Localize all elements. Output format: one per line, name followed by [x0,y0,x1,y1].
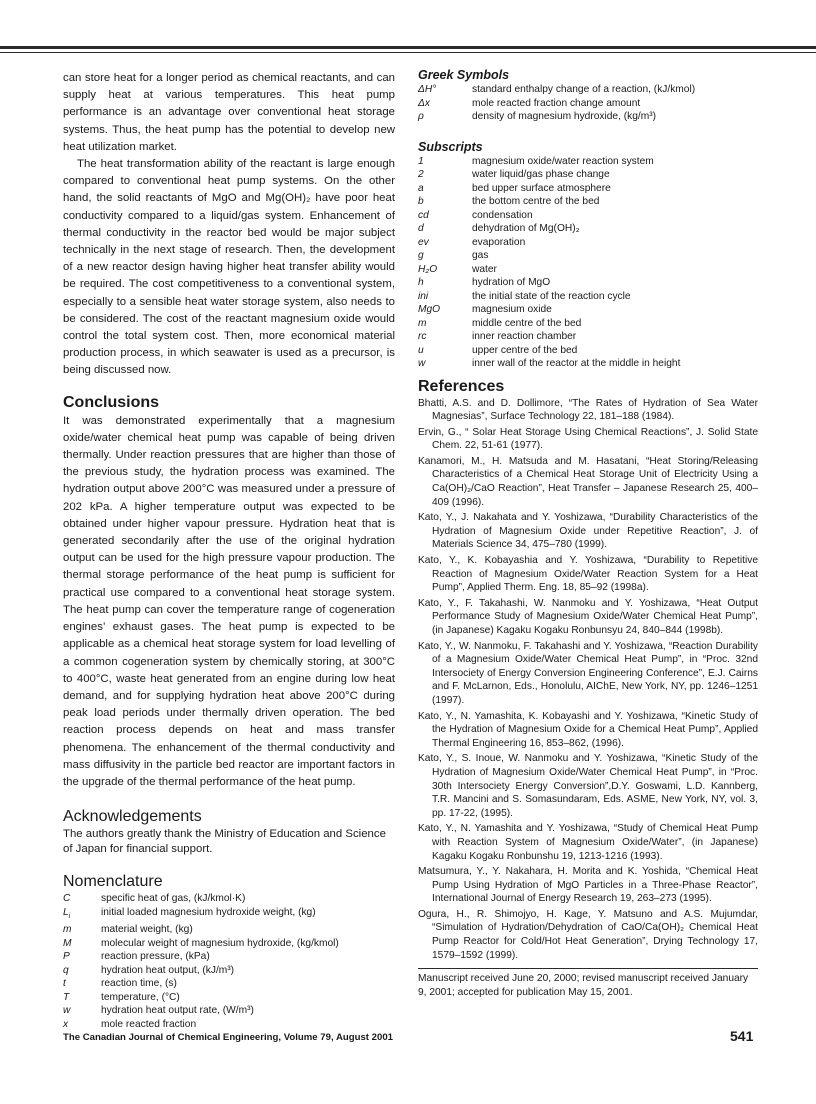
symbol: ρ [418,111,424,122]
symbol: ini [418,290,429,302]
symbol-row [63,1004,395,1018]
body-paragraph-2: The heat transformation ability of the reactant is large enough compared to conventional heat pump systems. On the other hand, the solid reactants of MgO and Mg(OH)₂ have poor heat conductivity compared to a liquid/gas system. Enhancement of thermal conductivity in the reactor bed would be major subject technically in the next stage of research. Then, the development of a new reactor design having higher heat transfer ability would be required. The cost competitiveness to a conventional system, especially to a sensible heat water storage system, also needs to be considered. The cost of the reactant magnesium oxide would control the total system cost. Then, more economical material production process, in which seawater is used as a precursor, is being discussed now. [63,158,395,377]
symbol: g [418,250,424,261]
greek-symbols-table [418,83,758,124]
symbol-row [63,991,395,1005]
symbol-row [418,195,758,209]
symbol: w [418,358,426,369]
journal-footer: The Canadian Journal of Chemical Engineering, Volume 79, August 2001 [63,1032,393,1043]
symbol-description: gas [472,250,489,261]
symbol-row [418,236,758,250]
conclusions-heading: Conclusions [63,393,160,411]
conclusions-text: It was demonstrated experimentally that a magnesium oxide/water chemical heat pump was capable of being driven thermally. Under reaction pressures that are higher than those of the previous study, the hydration process was examined. The hydration output above 200°C was measured under a pressure of 202 kPa. A higher temperature output was expected to be obtained under higher vapour pressure. Hydration heat that is generated secondarily after the use of the original hydration output can be used for the high pressure vapour production. The thermal storage performance of the heat pump is sufficient for practical use compared to a conventional heat storage system. The heat pump can cover the temperature range of cogeneration engines’ exhaust gases. The heat pump is expected to be applicable as a chemical heat storage system for load levelling of a common cogeneration system by chemically storing, at 300°C to 400°C, waste heat generated from an engine during low heat demand, and for supplying hydration heat above 200°C during peak load periods under thermally driven operation. The bed reaction process depends on heat and mass transfer phenomena. The enhancement of the thermal conductivity and mass diffusivity in the particle bed reactor are important factors in the upgrade of the thermal performance of the heat pump. [63,414,395,788]
symbol: w [63,1005,71,1017]
symbol: P [63,951,70,963]
nomenclature-heading: Nomenclature [63,873,163,891]
symbol: Δx [418,97,430,109]
symbol: M [63,937,72,949]
symbol-row [418,290,758,304]
symbol-description: molecular weight of magnesium hydroxide, (kg/kmol) [101,937,339,949]
symbol-row [63,964,395,978]
symbol: $L_i$ [63,906,71,920]
reference-item: Kato, Y., W. Nanmoku, F. Takahashi and Y. Yoshizawa, “Reaction Durability of a Magnesium Oxide/Water Chemical Heat Pump”, in “Proc. 32nd Intersociety of Energy Conversion Engineering Conference”, E.J. Cairns and F. McLarnon, Eds., Honolulu, AIChE, New York, NY, pp. 1246–1251 (1997). [418,640,758,706]
symbol-row [418,303,758,317]
reference-item: Kato, Y., N. Yamashita, K. Kobayashi and Y. Yoshizawa, “Kinetic Study of the Hydration of Magnesium Oxide for a Chemical Heat Pump”, Applied Thermal Engineering 16, 853–862, (1996). [418,710,758,749]
symbol-row [418,110,758,124]
symbol: C [63,893,71,905]
symbol: ev [418,236,429,248]
symbol-description: bed upper surface atmosphere [472,182,611,194]
symbol-description: condensation [472,209,533,221]
symbol-description: standard enthalpy change of a reaction, (kJ/kmol) [472,84,696,95]
reference-item: Ogura, H., R. Shimojyo, H. Kage, Y. Matsuno and A.S. Mujumdar, “Simulation of Hydration/Dehydration of CaO/Ca(OH)₂ Chemical Heat Pump Reactor for Cold/Hot Heat Generation”, Drying Technology 17, 1579–1592 (1999). [418,908,758,961]
subscripts-table [418,155,758,371]
top-rule-thin [0,52,816,53]
symbol: 2 [418,169,424,180]
references-heading: References [418,377,505,395]
symbol-row [418,263,758,277]
symbol-description: mole reacted fraction change amount [472,97,641,109]
symbol-description: inner wall of the reactor at the middle in height [472,358,681,369]
symbol-row [63,906,395,924]
symbol: cd [418,209,429,221]
symbol: rc [418,331,427,342]
reference-item: Kato, Y., F. Takahashi, W. Nanmoku and Y. Yoshizawa, “Heat Output Performance Study of Magnesium Oxide/Water Chemical Heat Pump”, (in Japanese) Kagaku Kogaku Ronbunsyu 24, 840–844 (1998b). [418,597,758,636]
symbol-description: reaction time, (s) [101,978,177,990]
symbol-description: middle centre of the bed [472,317,582,329]
page-number: 541 [730,1028,754,1044]
symbol-description: specific heat of gas, (kJ/kmol·K) [101,893,246,905]
symbol-row [418,83,758,97]
symbol-row [63,977,395,991]
symbol: ΔH° [418,84,437,95]
symbol-row [418,222,758,236]
symbol: H₂O [418,263,438,275]
symbol-description: magnesium oxide [472,304,552,315]
symbol: a [418,182,424,194]
symbol-description: hydration heat output, (kJ/m³) [101,964,235,976]
symbol: t [63,978,66,990]
top-rule [0,46,816,49]
symbol: d [418,223,424,234]
symbol-description: hydration of MgO [472,277,551,288]
symbol-row [63,1018,395,1032]
subscripts-heading: Subscripts [418,139,483,154]
symbol-description: temperature, (°C) [101,991,180,1003]
references-list [418,397,758,963]
symbol-row [418,209,758,223]
reference-item: Kato, Y., N. Yamashita and Y. Yoshizawa, “Study of Chemical Heat Pump with Reaction System of Magnesium Oxide/Water”, (in Japanese) Kagaku Kogaku Ronbunshu 19, 1213-1216 (1993). [418,823,758,862]
symbol-row [63,937,395,951]
acknowledgements-heading: Acknowledgements [63,808,202,826]
symbol-row [418,182,758,196]
reference-item: Kato, Y., S. Inoue, W. Nanmoku and Y. Yoshizawa, “Kinetic Study of the Hydration of Magnesium Oxide/Water Chemical Heat Pump”, in “Proc. 30th Intersociety Energy Conversion”,D.Y. Goswami, L.D. Kannberg, T.R. Mancini and S. Somasundaram, Eds. ASME, New York, NY, vol. 3, pp. 17-22, (1995). [418,753,758,819]
symbol-row [418,249,758,263]
reference-item: Kanamori, M., H. Matsuda and M. Hasatani, “Heat Storing/Releasing Characteristics of a Chemical Heat Storage Unit of Electricity Using a Ca(OH)₂/CaO Reaction”, Heat Transfer – Japanese Research 25, 400–409 (1996). [418,455,758,508]
symbol-row [418,276,758,290]
symbol-row [418,155,758,169]
symbol-description: hydration heat output rate, (W/m³) [101,1005,254,1017]
symbol-description: the bottom centre of the bed [472,196,600,207]
left-column [63,70,395,1031]
symbol-description: inner reaction chamber [472,331,577,342]
nomenclature-table [63,892,395,1031]
symbol-description: upper centre of the bed [472,344,578,356]
symbol: b [418,196,424,207]
reference-item: Matsumura, Y., Y. Nakahara, H. Morita and K. Yoshida, “Chemical Heat Pump Using Hydration of MgO Particles in a Three-Phase Reactor”, International Journal of Energy Research 19, 263–273 (1995). [418,866,758,905]
symbol-row [418,330,758,344]
manuscript-note: Manuscript received June 20, 2000; revised manuscript received January 9, 2001; accepted for publication May 15, 2001. [418,968,758,999]
symbol-row [418,357,758,371]
symbol-row [63,923,395,937]
symbol-row [418,97,758,111]
symbol-description: evaporation [472,236,526,248]
reference-item: Ervin, G., “ Solar Heat Storage Using Chemical Reactions”, J. Solid State Chem. 22, 51-61 (1977). [418,426,758,452]
symbol-description: mole reacted fraction [101,1018,197,1030]
reference-item: Kato, Y., K. Kobayashia and Y. Yoshizawa, “Durability to Repetitive Reaction of Magnesium Oxide/Water Reaction System for a Heat Pump”, Applied Therm. Eng. 18, 85–92 (1998a). [418,555,758,594]
symbol-description: dehydration of Mg(OH)₂ [472,223,580,234]
symbol-description: water liquid/gas phase change [472,169,610,180]
symbol-row [418,317,758,331]
reference-item: Bhatti, A.S. and D. Dollimore, “The Rates of Hydration of Sea Water Magnesias”, Surface Technology 22, 181–188 (1984). [418,397,758,423]
symbol: m [418,317,427,329]
symbol: x [63,1018,69,1030]
symbol: 1 [418,155,424,167]
symbol: m [63,924,72,936]
acknowledgements-text: The authors greatly thank the Ministry of Education and Science of Japan for financial support. [63,828,386,855]
symbol: h [418,277,424,288]
symbol-description: reaction pressure, (kPa) [101,951,210,963]
symbol-description: the initial state of the reaction cycle [472,290,631,302]
symbol: MgO [418,304,441,315]
greek-symbols-heading: Greek Symbols [418,68,510,82]
symbol-description: water [472,263,497,275]
symbol-row [418,168,758,182]
right-column [418,68,758,999]
symbol-description: initial loaded magnesium hydroxide weight, (kg) [101,906,316,918]
symbol: u [418,344,424,356]
symbol: T [63,991,70,1003]
symbol-description: material weight, (kg) [101,924,193,936]
symbol-row [63,892,395,906]
symbol-description: magnesium oxide/water reaction system [472,155,654,167]
symbol-description: density of magnesium hydroxide, (kg/m³) [472,111,657,122]
reference-item: Kato, Y., J. Nakahata and Y. Yoshizawa, “Durability Characteristics of the Hydration of Magnesium Oxide under Repetitive Reaction”, J. of Materials Science 34, 475–780 (1999). [418,512,758,551]
symbol-row [63,950,395,964]
symbol-row [418,344,758,358]
symbol: q [63,964,69,976]
body-paragraph-1: can store heat for a longer period as chemical reactants, and can supply heat at various temperatures. This heat pump performance is an advantage over conventional heat storage systems. Thus, the heat pump has the potential to develop new heat utilization market. [63,72,395,153]
